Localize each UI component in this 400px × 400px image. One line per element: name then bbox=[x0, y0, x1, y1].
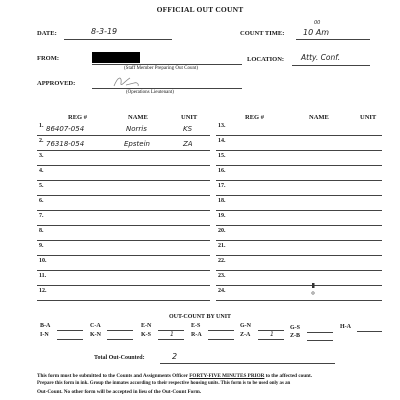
form-title: OFFICIAL OUT COUNT bbox=[156, 5, 244, 14]
unit-value-za[interactable]: 1 bbox=[270, 331, 274, 338]
row-line bbox=[216, 225, 382, 226]
row-line bbox=[216, 285, 382, 286]
notice-line-1-underlined: FORTY-FIVE MINUTES PRIOR bbox=[189, 373, 265, 379]
right-unit-header: UNIT bbox=[360, 114, 377, 121]
row-line bbox=[216, 255, 382, 256]
reg-number-cell[interactable]: 86407-054 bbox=[46, 125, 85, 133]
row-number: 20. bbox=[218, 228, 226, 234]
count-time-label: COUNT TIME: bbox=[240, 30, 285, 37]
approved-caption: (Operations Lieutenant) bbox=[126, 90, 174, 95]
row-line bbox=[37, 210, 210, 211]
notice-line-1 bbox=[37, 373, 312, 379]
row-number: 19. bbox=[218, 213, 226, 219]
right-reg-header: REG # bbox=[245, 114, 264, 121]
approved-signature-scribble bbox=[112, 74, 142, 90]
date-underline bbox=[64, 39, 172, 40]
row-line bbox=[37, 195, 210, 196]
unit-label-ba: B-A bbox=[40, 323, 51, 329]
unit-blank-ca[interactable] bbox=[107, 330, 133, 331]
unit-label-gs: G-S bbox=[290, 325, 301, 331]
row-line bbox=[37, 255, 210, 256]
from-underline bbox=[92, 64, 242, 65]
unit-label-in: I-N bbox=[40, 332, 49, 338]
row-number: 14. bbox=[218, 138, 226, 144]
from-caption: (Staff Member Preparing Out Count) bbox=[124, 66, 199, 71]
outcount-title: OUT-COUNT BY UNIT bbox=[168, 314, 232, 320]
row-line bbox=[37, 165, 210, 166]
right-name-header: NAME bbox=[309, 114, 329, 121]
unit-value-ks[interactable]: 1 bbox=[170, 331, 174, 338]
unit-label-zb: Z-B bbox=[290, 333, 301, 339]
row-number: 4. bbox=[39, 168, 44, 174]
notice-line-2: Prepare this form in ink. Group the inmates according to their respective housing units. This form is to be used only as an bbox=[37, 381, 291, 386]
total-label: Total Out-Counted: bbox=[94, 355, 145, 361]
row-line bbox=[37, 270, 210, 271]
row-line bbox=[216, 195, 382, 196]
row-number: 7. bbox=[39, 213, 44, 219]
row-number: 13. bbox=[218, 123, 226, 129]
notice-line-1b: to the affected count. bbox=[264, 373, 313, 379]
notice-line-3: Out-Count. No other form will be accepted in lieu of the Out-Count Form. bbox=[37, 389, 202, 395]
row-number: 22. bbox=[218, 258, 226, 264]
unit-blank-ba[interactable] bbox=[57, 330, 83, 331]
row-line bbox=[216, 240, 382, 241]
row-line bbox=[37, 180, 210, 181]
unit-blank-zb[interactable] bbox=[307, 340, 333, 341]
row-line bbox=[216, 210, 382, 211]
unit-blank-gs[interactable] bbox=[307, 332, 333, 333]
unit-blank-in[interactable] bbox=[57, 339, 83, 340]
date-label: DATE: bbox=[37, 30, 57, 37]
row-number: 17. bbox=[218, 183, 226, 189]
row-number: 21. bbox=[218, 243, 226, 249]
unit-label-es: E-S bbox=[191, 323, 201, 329]
row-line bbox=[216, 150, 382, 151]
unit-cell[interactable]: ZA bbox=[183, 140, 193, 148]
date-value[interactable]: 8-3-19 bbox=[91, 27, 118, 36]
count-time-underline bbox=[296, 39, 370, 40]
approved-label: APPROVED: bbox=[37, 80, 76, 87]
unit-blank-kn[interactable] bbox=[107, 339, 133, 340]
name-cell[interactable]: Epstein bbox=[124, 140, 150, 148]
unit-label-ca: C-A bbox=[90, 323, 101, 329]
unit-blank-ks[interactable] bbox=[158, 339, 184, 340]
location-value[interactable]: Atty. Conf. bbox=[301, 53, 341, 62]
row-number: 18. bbox=[218, 198, 226, 204]
row-number: 3. bbox=[39, 153, 44, 159]
row-number: 5. bbox=[39, 183, 44, 189]
from-label: FROM: bbox=[37, 55, 60, 62]
left-unit-header: UNIT bbox=[181, 114, 198, 121]
unit-blank-ha[interactable] bbox=[357, 331, 382, 332]
row-number: 10. bbox=[39, 258, 47, 264]
total-underline bbox=[160, 363, 335, 364]
unit-label-en: E-N bbox=[141, 323, 152, 329]
reg-number-cell[interactable]: 76318-054 bbox=[46, 140, 85, 148]
location-label: LOCATION: bbox=[247, 56, 285, 63]
row-line bbox=[37, 225, 210, 226]
notice-line-1a: This form must be submitted to the Counts and Assignments Officer bbox=[37, 373, 190, 379]
row-number: 11. bbox=[39, 273, 47, 279]
unit-label-kn: K-N bbox=[90, 332, 101, 338]
unit-label-za: Z-A bbox=[240, 332, 251, 338]
row-line bbox=[37, 150, 210, 151]
row-number: 6. bbox=[39, 198, 44, 204]
name-cell[interactable]: Norris bbox=[126, 125, 147, 133]
location-underline bbox=[292, 65, 370, 66]
row-line bbox=[37, 300, 210, 301]
row-line bbox=[216, 165, 382, 166]
row-number: 23. bbox=[218, 273, 226, 279]
redaction-bar bbox=[92, 52, 140, 63]
unit-blank-za[interactable] bbox=[258, 339, 284, 340]
row-number: 9. bbox=[39, 243, 44, 249]
row-number: 16. bbox=[218, 168, 226, 174]
row-number: 24. bbox=[218, 288, 226, 294]
row-line bbox=[216, 135, 382, 136]
row-number: 1. bbox=[39, 123, 44, 129]
row-line bbox=[37, 240, 210, 241]
stray-pen-mark bbox=[310, 282, 318, 296]
row-number: 2. bbox=[39, 138, 44, 144]
row-line bbox=[216, 300, 382, 301]
row-line bbox=[37, 285, 210, 286]
unit-label-ks: K-S bbox=[141, 332, 152, 338]
unit-blank-ra[interactable] bbox=[208, 339, 234, 340]
count-time-superscript: 00 bbox=[314, 20, 321, 26]
row-number: 8. bbox=[39, 228, 44, 234]
count-time-value[interactable]: 10 Am bbox=[303, 28, 329, 37]
unit-cell[interactable]: KS bbox=[183, 125, 193, 133]
unit-label-gn: G-N bbox=[240, 323, 251, 329]
unit-blank-es[interactable] bbox=[208, 330, 234, 331]
left-name-header: NAME bbox=[128, 114, 148, 121]
row-line bbox=[37, 135, 210, 136]
left-reg-header: REG # bbox=[68, 114, 87, 121]
row-line bbox=[216, 180, 382, 181]
row-line bbox=[216, 270, 382, 271]
unit-label-ha: H-A bbox=[340, 324, 351, 330]
row-number: 12. bbox=[39, 288, 47, 294]
row-number: 15. bbox=[218, 153, 226, 159]
total-value[interactable]: 2 bbox=[172, 352, 178, 361]
unit-label-ra: R-A bbox=[191, 332, 202, 338]
